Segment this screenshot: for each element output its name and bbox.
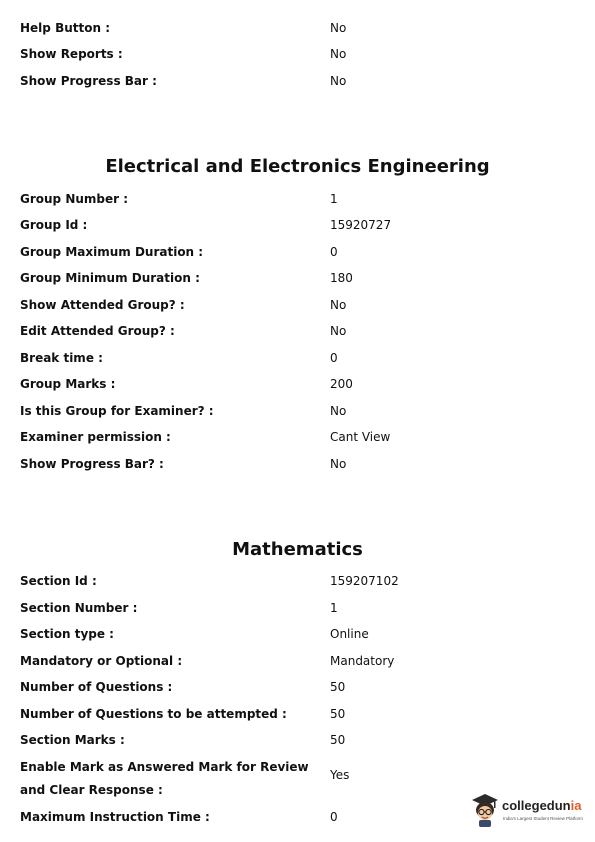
row-value: 0 (330, 810, 338, 824)
row-value: Mandatory (330, 654, 395, 668)
row-value: 1 (330, 601, 338, 615)
row-label: Is this Group for Examiner? : (20, 404, 214, 418)
row-value: No (330, 47, 347, 61)
row-value: No (330, 404, 347, 418)
row-value: 15920727 (330, 218, 392, 232)
row-label: Section type : (20, 627, 114, 641)
row-label: Group Maximum Duration : (20, 245, 204, 259)
row-label: Group Number : (20, 192, 129, 206)
row-label: Edit Attended Group? : (20, 324, 175, 338)
row-value: 0 (330, 245, 338, 259)
row-label: Group Minimum Duration : (20, 271, 200, 285)
row-value: Online (330, 627, 369, 641)
row-label: Show Reports : (20, 47, 123, 61)
row-label: Group Marks : (20, 377, 116, 391)
row-label: Number of Questions : (20, 680, 173, 694)
row-label: Enable Mark as Answered Mark for Review and Clear Response : (20, 760, 309, 797)
section-title: Mathematics (232, 539, 363, 560)
row-label: Mandatory or Optional : (20, 654, 183, 668)
row-label: Examiner permission : (20, 430, 171, 444)
row-label: Show Progress Bar : (20, 74, 157, 88)
row-label: Section Marks : (20, 733, 125, 747)
row-value: No (330, 324, 347, 338)
group-title: Electrical and Electronics Engineering (105, 156, 490, 177)
row-value: 200 (330, 377, 353, 391)
row-label: Show Attended Group? : (20, 298, 185, 312)
row-value: No (330, 74, 347, 88)
row-value: 0 (330, 351, 338, 365)
graduate-mascot-icon (470, 792, 500, 828)
row-value: Yes (330, 768, 350, 782)
logo-tagline: India's Largest Student Review Platform (503, 816, 583, 821)
row-label: Number of Questions to be attempted : (20, 707, 287, 721)
row-label: Show Progress Bar? : (20, 457, 164, 471)
row-value: 50 (330, 707, 346, 721)
row-value: No (330, 298, 347, 312)
row-value: 159207102 (330, 574, 399, 588)
row-value: 50 (330, 680, 346, 694)
row-value: No (330, 21, 347, 35)
row-label: Section Number : (20, 601, 138, 615)
logo-brand-text: collegedunia (502, 798, 582, 813)
row-label: Group Id : (20, 218, 88, 232)
row-label: Maximum Instruction Time : (20, 810, 210, 824)
row-value: 180 (330, 271, 353, 285)
row-label: Help Button : (20, 21, 110, 35)
collegedunia-logo (470, 792, 588, 832)
row-value: Cant View (330, 430, 391, 444)
row-label: Section Id : (20, 574, 97, 588)
row-label: Break time : (20, 351, 103, 365)
row-value: 50 (330, 733, 346, 747)
row-value: 1 (330, 192, 338, 206)
row-value: No (330, 457, 347, 471)
